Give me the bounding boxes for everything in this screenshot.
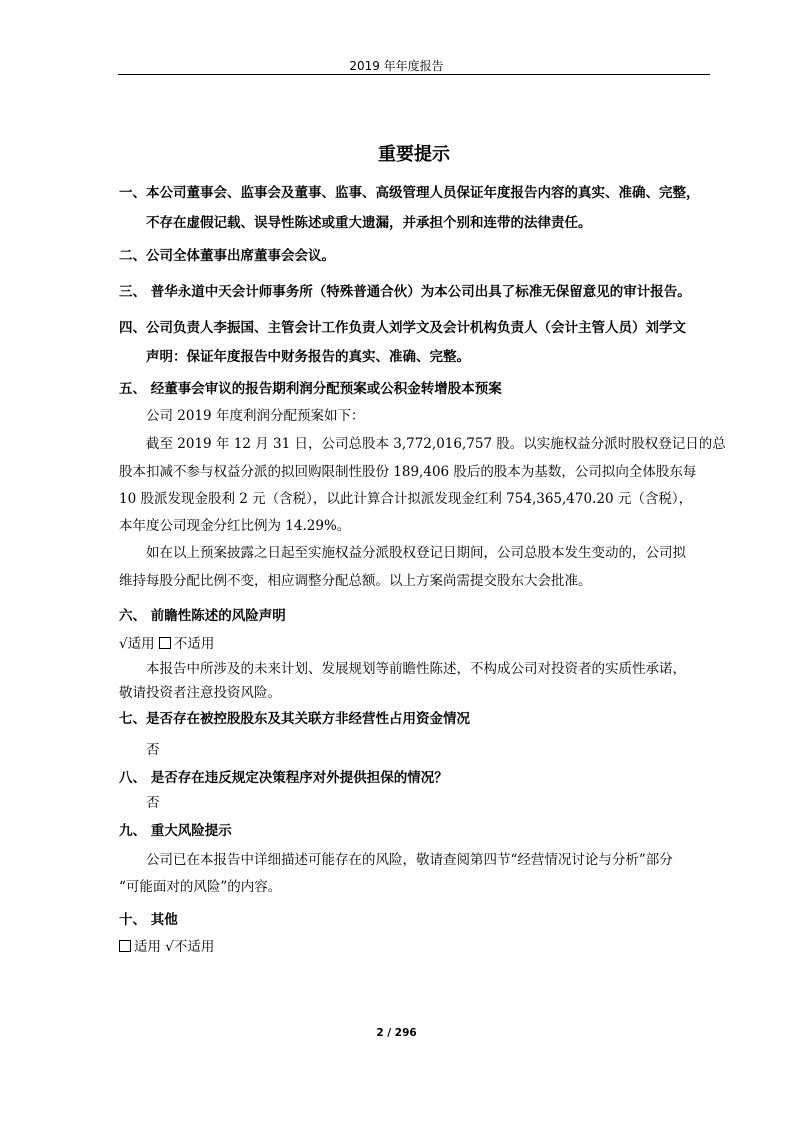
section-5-heading: 五、 经董事会审议的报告期利润分配预案或公积金转增股本预案 [119,381,502,397]
section-9-paragraph-line-1: 公司已在本报告中详细描述可能存在的风险，敬请查阅第四节“经营情况讨论与分析”部分 [146,852,673,868]
page-number: 2 / 296 [376,1027,417,1039]
section-10-applicability [119,935,214,955]
not-applicable-label: 不适用 [173,939,215,955]
section-8-answer: 否 [146,795,160,811]
empty-checkbox-icon [119,940,131,952]
section-5-paragraph-3-line-2: 维持每股分配比例不变，相应调整分配总额。以上方案尚需提交股东大会批准。 [119,573,592,589]
section-5-paragraph-2-line-3: 10 股派发现金股利 2 元（含税），以此计算合计拟派发现金红利 754,365,470.20 元（含税）， [119,491,693,507]
not-applicable-label: 不适用 [173,636,215,652]
running-header: 2019 年年度报告 [349,59,444,73]
section-7-heading: 七、是否存在被控股股东及其关联方非经营性占用资金情况 [119,711,470,727]
section-2: 二、公司全体董事出席董事会会议。 [119,248,335,264]
section-5-paragraph-3-line-1: 如在以上预案披露之日起至实施权益分派股权登记日期间，公司总股本发生变动的，公司拟 [146,545,686,561]
section-3: 三、 普华永道中天会计师事务所（特殊普通合伙）为本公司出具了标准无保留意见的审计报告。 [119,284,691,300]
check-mark-icon: √ [119,636,128,652]
section-6-heading: 六、 前瞻性陈述的风险声明 [119,608,286,624]
section-5-paragraph-1: 公司 2019 年度利润分配预案如下： [146,408,365,424]
section-8-heading: 八、 是否存在违反规定决策程序对外提供担保的情况？ [119,770,448,786]
section-6-paragraph-line-1: 本报告中所涉及的未来计划、发展规划等前瞻性陈述，不构成公司对投资者的实质性承诺， [146,661,686,677]
applicable-label: 适用 [134,939,161,955]
empty-checkbox-icon [159,637,171,649]
section-6-applicability [119,632,214,652]
section-7-answer: 否 [146,742,160,758]
section-10-heading: 十、 其他 [119,912,178,928]
section-5-paragraph-2-line-4: 本年度公司现金分红比例为 14.29%。 [119,518,351,534]
section-6-paragraph-line-2: 敬请投资者注意投资风险。 [119,685,281,701]
section-9-heading: 九、 重大风险提示 [119,823,232,839]
page-title: 重要提示 [378,144,450,165]
check-mark-icon: √ [165,939,174,955]
applicable-label: 适用 [127,636,155,652]
section-9-paragraph-line-2: “可能面对的风险”的内容。 [119,879,282,895]
section-1-line-1: 一、本公司董事会、监事会及董事、监事、高级管理人员保证年度报告内容的真实、准确、完整， [119,185,700,201]
section-4-line-1: 四、公司负责人李振国、主管会计工作负责人刘学文及会计机构负责人（会计主管人员）刘学文 [119,320,686,336]
section-5-paragraph-2-line-1: 截至 2019 年 12 月 31 日，公司总股本 3,772,016,757 股。以实施权益分派时股权登记日的总 [146,436,726,452]
section-4-line-2: 声明：保证年度报告中财务报告的真实、准确、完整。 [146,349,470,365]
section-1-line-2: 不存在虚假记载、误导性陈述或重大遗漏，并承担个别和连带的法律责任。 [146,215,592,231]
section-5-paragraph-2-line-2: 股本扣减不参与权益分派的拟回购限制性股份 189,406 股后的股本为基数，公司拟向全体股东每 [119,464,697,480]
header-divider [118,74,710,75]
